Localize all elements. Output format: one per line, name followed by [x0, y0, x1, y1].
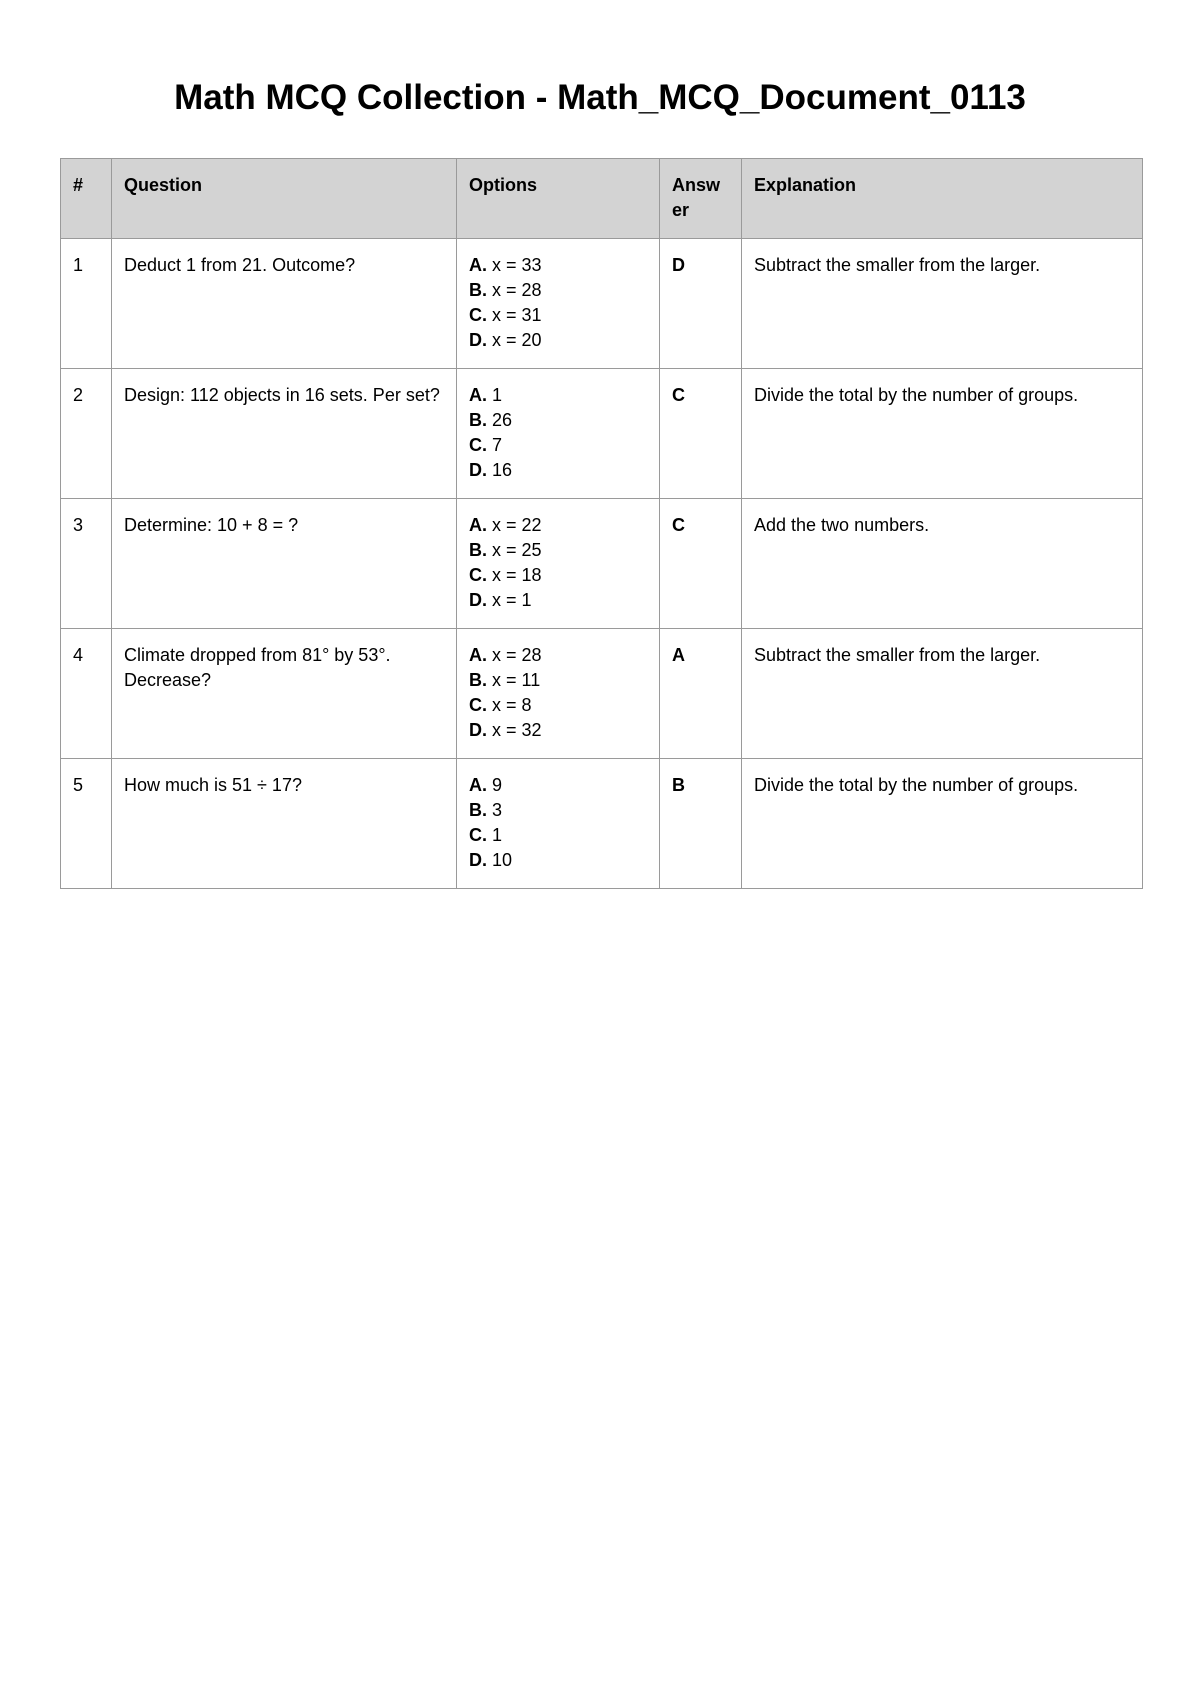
option-text: 1 — [487, 825, 503, 845]
option-item — [469, 718, 647, 743]
question-number: 5 — [61, 759, 112, 889]
option-letter: C. — [469, 305, 487, 325]
options-cell — [457, 759, 660, 889]
option-text: x = 22 — [487, 515, 542, 535]
option-text: x = 1 — [487, 590, 532, 610]
explanation-cell: Subtract the smaller from the larger. — [742, 629, 1143, 759]
options-cell — [457, 369, 660, 499]
option-letter: B. — [469, 800, 487, 820]
option-item — [469, 278, 647, 303]
header-question: Question — [112, 159, 457, 239]
option-letter: D. — [469, 850, 487, 870]
option-item — [469, 383, 647, 408]
explanation-cell: Subtract the smaller from the larger. — [742, 239, 1143, 369]
option-item — [469, 408, 647, 433]
option-letter: D. — [469, 330, 487, 350]
option-item — [469, 303, 647, 328]
option-item — [469, 563, 647, 588]
option-text: x = 11 — [487, 670, 541, 690]
option-item — [469, 538, 647, 563]
option-item — [469, 513, 647, 538]
option-letter: C. — [469, 695, 487, 715]
header-answer: Answer — [660, 159, 742, 239]
table-row — [61, 369, 1143, 499]
option-item — [469, 823, 647, 848]
answer-cell: B — [660, 759, 742, 889]
explanation-cell: Divide the total by the number of groups. — [742, 759, 1143, 889]
question-text: How much is 51 ÷ 17? — [112, 759, 457, 889]
answer-cell: C — [660, 369, 742, 499]
option-text: 9 — [487, 775, 503, 795]
mcq-table — [60, 158, 1143, 889]
option-text: x = 25 — [487, 540, 542, 560]
option-text: 7 — [487, 435, 503, 455]
table-row — [61, 499, 1143, 629]
option-letter: B. — [469, 670, 487, 690]
option-letter: D. — [469, 720, 487, 740]
option-text: x = 18 — [487, 565, 542, 585]
option-text: x = 8 — [487, 695, 532, 715]
question-text: Climate dropped from 81° by 53°. Decrease? — [112, 629, 457, 759]
option-letter: A. — [469, 255, 487, 275]
option-text: x = 33 — [487, 255, 542, 275]
option-text: x = 20 — [487, 330, 542, 350]
options-cell — [457, 239, 660, 369]
option-letter: D. — [469, 590, 487, 610]
option-letter: A. — [469, 385, 487, 405]
option-text: x = 31 — [487, 305, 542, 325]
option-letter: C. — [469, 435, 487, 455]
option-item — [469, 693, 647, 718]
question-text: Deduct 1 from 21. Outcome? — [112, 239, 457, 369]
explanation-cell: Add the two numbers. — [742, 499, 1143, 629]
page-title: Math MCQ Collection - Math_MCQ_Document_0113 — [174, 78, 1026, 117]
table-row — [61, 759, 1143, 889]
option-text: 10 — [487, 850, 513, 870]
option-item — [469, 588, 647, 613]
answer-cell: A — [660, 629, 742, 759]
option-item — [469, 848, 647, 873]
option-text: 26 — [487, 410, 513, 430]
option-letter: C. — [469, 825, 487, 845]
question-number: 2 — [61, 369, 112, 499]
option-letter: A. — [469, 645, 487, 665]
answer-cell: D — [660, 239, 742, 369]
option-letter: B. — [469, 410, 487, 430]
table-header-row — [61, 159, 1143, 239]
question-text: Design: 112 objects in 16 sets. Per set? — [112, 369, 457, 499]
option-letter: D. — [469, 460, 487, 480]
option-item — [469, 253, 647, 278]
table-row — [61, 629, 1143, 759]
option-item — [469, 328, 647, 353]
table-row — [61, 239, 1143, 369]
option-text: 3 — [487, 800, 503, 820]
header-options: Options — [457, 159, 660, 239]
header-number: # — [61, 159, 112, 239]
question-text: Determine: 10 + 8 = ? — [112, 499, 457, 629]
question-number: 1 — [61, 239, 112, 369]
options-cell — [457, 499, 660, 629]
question-number: 3 — [61, 499, 112, 629]
header-explanation: Explanation — [742, 159, 1143, 239]
option-item — [469, 458, 647, 483]
option-item — [469, 773, 647, 798]
option-letter: B. — [469, 540, 487, 560]
explanation-cell: Divide the total by the number of groups. — [742, 369, 1143, 499]
table-body — [61, 239, 1143, 889]
option-text: 16 — [487, 460, 513, 480]
option-text: x = 28 — [487, 645, 542, 665]
option-item — [469, 668, 647, 693]
option-letter: A. — [469, 515, 487, 535]
question-number: 4 — [61, 629, 112, 759]
option-letter: A. — [469, 775, 487, 795]
option-item — [469, 433, 647, 458]
option-item — [469, 643, 647, 668]
option-item — [469, 798, 647, 823]
answer-cell: C — [660, 499, 742, 629]
option-letter: B. — [469, 280, 487, 300]
options-cell — [457, 629, 660, 759]
option-text: x = 28 — [487, 280, 542, 300]
option-text: 1 — [487, 385, 503, 405]
option-letter: C. — [469, 565, 487, 585]
option-text: x = 32 — [487, 720, 542, 740]
